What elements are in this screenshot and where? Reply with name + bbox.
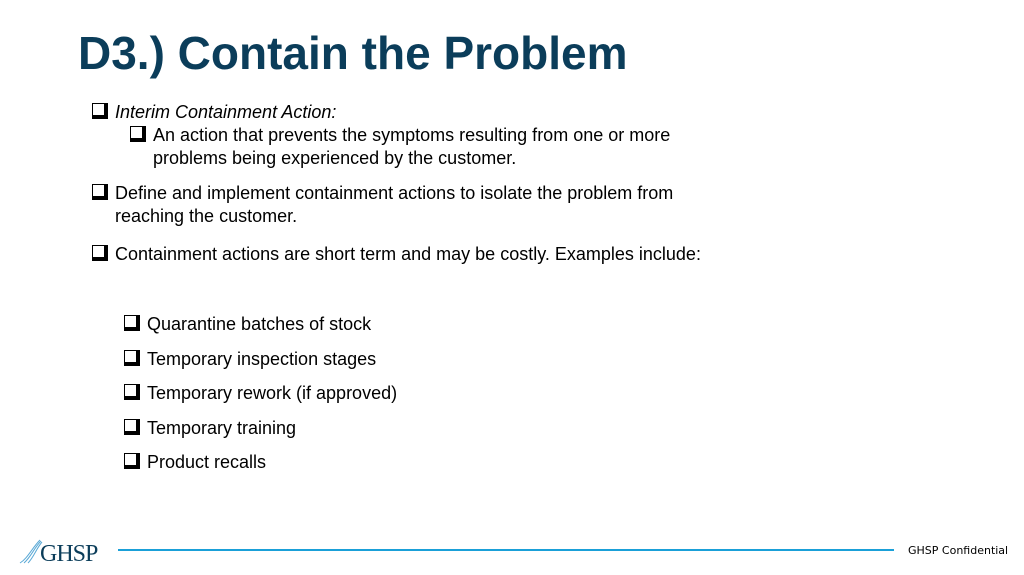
bullet-text: An action that prevents the symptoms resulting from one or more problems being experienced by the customer. — [153, 125, 671, 168]
footer-divider — [118, 549, 894, 551]
example-text: Quarantine batches of stock — [147, 314, 372, 334]
bullet-text: Interim Containment Action: — [115, 102, 337, 122]
bullet-interim-containment — [92, 101, 715, 124]
checkbox-square-icon — [124, 350, 137, 363]
checkbox-square-icon — [92, 103, 105, 116]
example-text: Temporary inspection stages — [147, 349, 377, 369]
checkbox-square-icon — [124, 453, 137, 466]
logo-swoosh — [20, 540, 40, 563]
example-item — [124, 348, 747, 371]
bullet-text: Define and implement containment actions to isolate the problem from reaching the customer. — [115, 183, 674, 226]
example-item — [124, 451, 747, 474]
checkbox-square-icon — [92, 184, 105, 197]
bullet-define-implement — [92, 182, 715, 228]
bullet-text: Containment actions are short term and may be costly. Examples include: — [115, 244, 701, 264]
logo-text: GHSP — [40, 541, 98, 566]
ghsp-logo — [18, 536, 110, 566]
checkbox-square-icon — [124, 384, 137, 397]
sub-bullet-definition — [130, 124, 728, 170]
logo-swoosh — [24, 541, 41, 563]
example-text: Product recalls — [147, 452, 267, 472]
checkbox-square-icon — [124, 419, 137, 432]
example-text: Temporary rework (if approved) — [147, 383, 398, 403]
checkbox-square-icon — [130, 126, 143, 139]
example-item — [124, 313, 747, 336]
checkbox-square-icon — [92, 245, 105, 258]
confidential-label: GHSP Confidential — [908, 544, 1009, 557]
example-item — [124, 382, 747, 405]
slide-title: D3.) Contain the Problem — [78, 27, 628, 79]
bullet-short-term — [92, 243, 715, 266]
example-item — [124, 417, 747, 440]
checkbox-square-icon — [124, 315, 137, 328]
example-text: Temporary training — [147, 418, 297, 438]
